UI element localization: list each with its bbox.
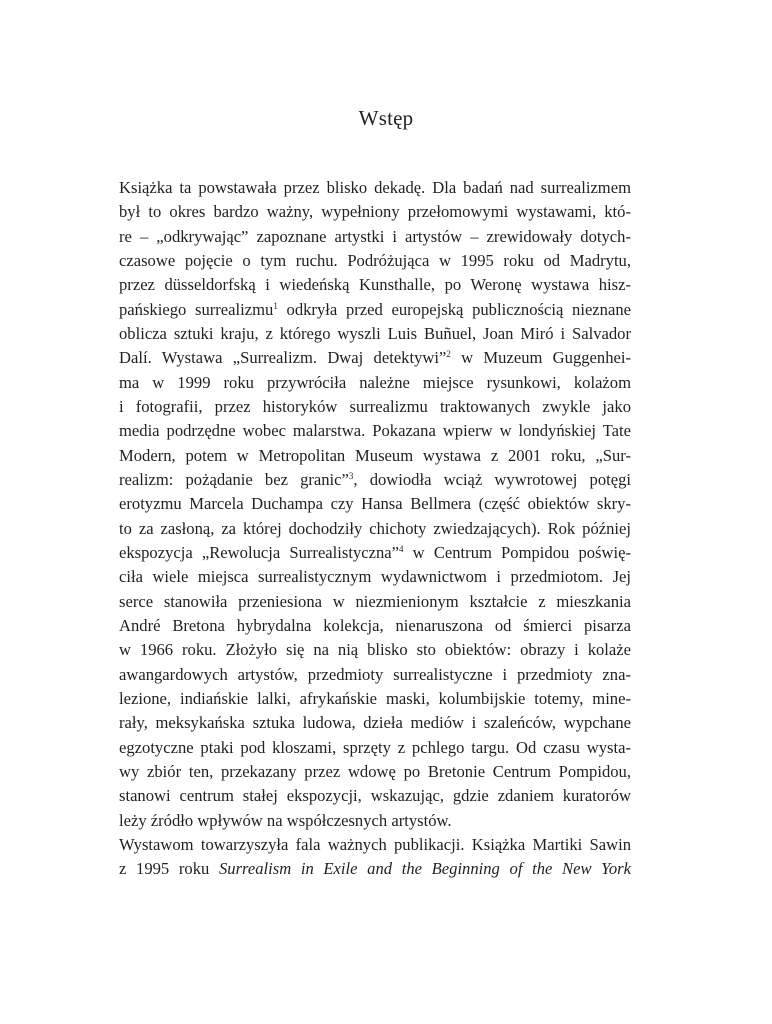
text-line	[119, 298, 631, 322]
text-line	[119, 444, 631, 468]
text-line	[119, 638, 631, 662]
text-line	[119, 176, 631, 200]
text-line	[119, 346, 631, 370]
line-text: przez düsseldorfską i wiedeńską Kunsthalle, po Weronę wystawa hisz-	[119, 275, 631, 295]
line-text: ma w 1999 roku przywróciła należne miejsce rysunkowi, kolażom	[119, 372, 631, 392]
footnote-marker: 3	[348, 470, 354, 481]
line-text: w Centrum Pompidou poświę-	[403, 542, 631, 562]
text-line	[119, 565, 631, 589]
line-text: ekspozycja „Rewolucja Surrealistyczna”	[119, 542, 400, 562]
line-text: pańskiego surrealizmu	[119, 299, 274, 319]
footnote-marker: 4	[399, 543, 404, 554]
text-line	[119, 225, 631, 249]
text-line	[119, 419, 631, 443]
line-text: erotyzmu Marcela Duchampa czy Hansa Bellmera (część obiektów skry-	[119, 494, 631, 514]
text-line	[119, 200, 631, 224]
body-text	[119, 176, 631, 882]
line-text: rały, meksykańska sztuka ludowa, dzieła mediów i szaleńców, wypchane	[119, 713, 631, 733]
text-line	[119, 809, 631, 833]
line-text: media podrzędne wobec malarstwa. Pokazana wpierw w londyńskiej Tate	[119, 421, 631, 441]
text-line	[119, 736, 631, 760]
text-line	[119, 517, 631, 541]
line-text: , dowiodła wciąż wywrotowej potęgi	[353, 469, 631, 489]
text-line	[119, 663, 631, 687]
text-line	[119, 395, 631, 419]
text-line	[119, 541, 631, 565]
footnote-marker: 1	[273, 300, 278, 311]
line-text: André Bretona hybrydalna kolekcja, nienaruszona od śmierci pisarza	[119, 615, 631, 635]
line-text: czasowe pojęcie o tym ruchu. Podróżująca w 1995 roku od Madrytu,	[119, 250, 631, 270]
text-line	[119, 249, 631, 273]
text-line	[119, 273, 631, 297]
line-text: awangardowych artystów, przedmioty surrealistyczne i przedmioty zna-	[119, 664, 631, 684]
text-line	[119, 371, 631, 395]
line-text: w Muzeum Guggenhei-	[450, 348, 632, 368]
line-text: serce stanowiła przeniesiona w niezmienionym kształcie z mieszkania	[119, 591, 631, 611]
line-text: odkryła przed europejską publicznością nieznane	[277, 299, 631, 319]
line-text: Dalí. Wystawa „Surrealizm. Dwaj detektywi”	[119, 348, 447, 368]
line-text: z 1995 roku	[119, 859, 219, 879]
text-line	[119, 711, 631, 735]
text-line	[119, 833, 631, 857]
line-text: stanowi centrum stałej ekspozycji, wskazując, gdzie zdaniem kuratorów	[119, 786, 631, 806]
book-title-italic: Surrealism in Exile and the Beginning of the New York	[218, 859, 632, 879]
line-text: był to okres bardzo ważny, wypełniony przełomowymi wystawami, któ-	[119, 202, 631, 222]
text-line	[119, 857, 631, 881]
text-line	[119, 492, 631, 516]
text-line	[119, 614, 631, 638]
line-text: w 1966 roku. Złożyło się na nią blisko sto obiektów: obrazy i kolaże	[119, 640, 631, 660]
text-line	[119, 468, 631, 492]
line-text: Modern, potem w Metropolitan Museum wystawa z 2001 roku, „Sur-	[119, 445, 631, 465]
line-text: oblicza sztuki kraju, z którego wyszli Luis Buñuel, Joan Miró i Salvador	[119, 323, 631, 343]
line-text: ciła wiele miejsca surrealistycznym wydawnictwom i przedmiotom. Jej	[119, 567, 631, 587]
line-text: i fotografii, przez historyków surrealizmu traktowanych zwykle jako	[119, 396, 631, 416]
line-text: realizm: pożądanie bez granic”	[119, 469, 349, 489]
line-text: wy zbiór ten, przekazany przez wdowę po Bretonie Centrum Pompidou,	[119, 761, 631, 781]
footnote-marker: 2	[446, 349, 451, 360]
page-title: Wstęp	[358, 106, 414, 130]
text-line	[119, 760, 631, 784]
line-text: re – „odkrywając” zapoznane artystki i artystów – zrewidowały dotych-	[119, 226, 631, 246]
line-text: to za zasłoną, za której dochodziły chichoty zwiedzających). Rok później	[119, 518, 631, 538]
line-text: Wystawom towarzyszyła fala ważnych publikacji. Książka Martiki Sawin	[119, 834, 631, 854]
line-text: leży źródło wpływów na współczesnych artystów.	[119, 810, 452, 830]
text-line	[119, 322, 631, 346]
line-text: egzotyczne ptaki pod kloszami, sprzęty z pchlego targu. Od czasu wysta-	[119, 737, 631, 757]
text-line	[119, 590, 631, 614]
text-line	[119, 687, 631, 711]
line-text: lezione, indiańskie lalki, afrykańskie maski, kolumbijskie totemy, mine-	[119, 688, 631, 708]
text-line	[119, 784, 631, 808]
line-text: Książka ta powstawała przez blisko dekadę. Dla badań nad surrealizmem	[119, 178, 631, 197]
